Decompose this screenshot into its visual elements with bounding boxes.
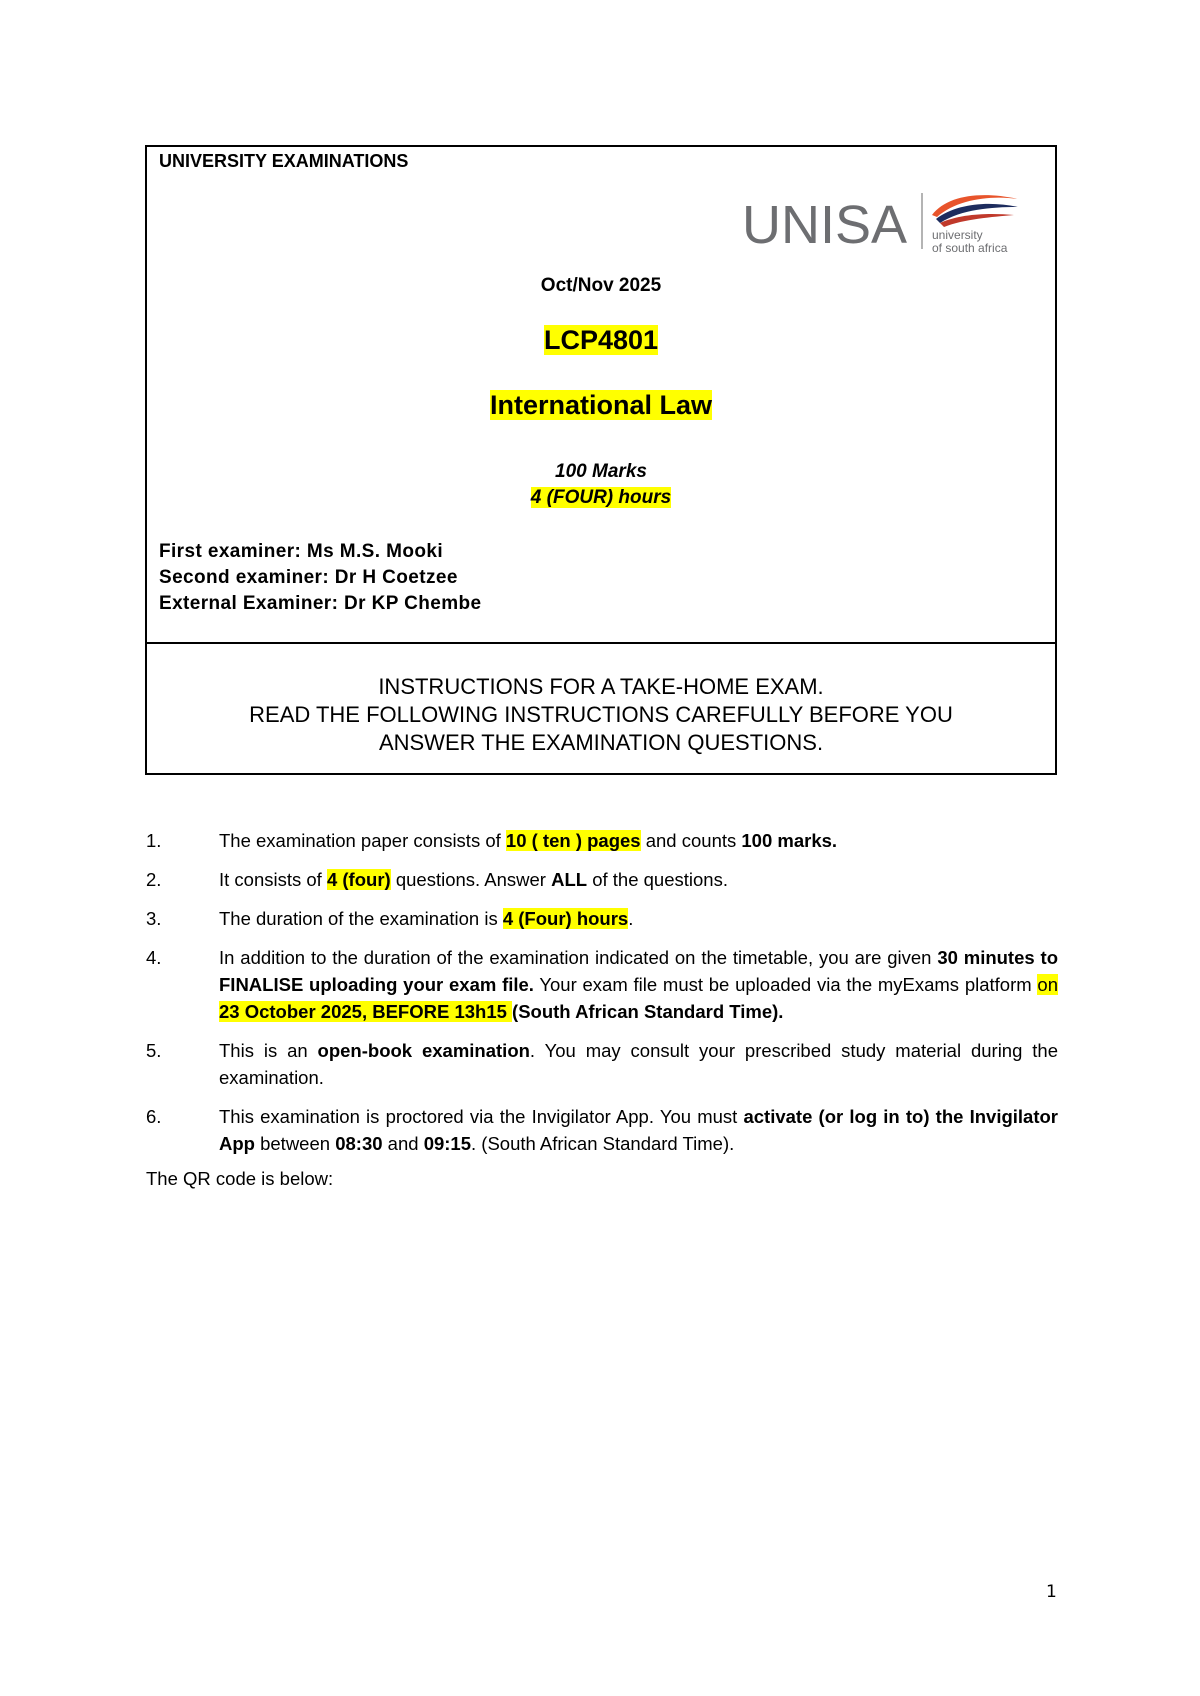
instruction-text: 23 October 2025, BEFORE 13h15 — [219, 1001, 513, 1022]
module-code: LCP4801 — [543, 325, 659, 355]
instruction-text: It consists of — [219, 869, 327, 890]
total-marks: 100 Marks — [555, 461, 647, 482]
instruction-text: . — [628, 908, 634, 929]
logo-tagline-1: university — [932, 228, 983, 242]
instruction-number: 2. — [146, 869, 162, 890]
instruction-text: 09:15 — [423, 1133, 472, 1154]
instruction-number: 6. — [146, 1106, 162, 1127]
instruction-text: 10 ( ten ) pages — [505, 830, 641, 851]
instruction-text: . You may consult your prescribed study material during the examination. — [219, 1040, 1058, 1088]
instruction-item — [146, 1037, 1058, 1091]
instruction-text: of the questions. — [587, 869, 728, 890]
instruction-text: This examination is proctored via the Invigilator App. You must — [219, 1106, 744, 1127]
qr-code-note: The QR code is below: — [146, 1168, 334, 1189]
instruction-item — [146, 827, 1058, 854]
instruction-text: ALL — [551, 869, 588, 890]
instruction-number: 3. — [146, 908, 162, 929]
instruction-text: on — [1037, 974, 1058, 995]
instruction-text: The examination paper consists of — [219, 830, 506, 851]
instruction-number: 1. — [146, 830, 162, 851]
instruction-number: 4. — [146, 947, 162, 968]
instruction-text: Your exam file must be uploaded via the myExams platform — [533, 974, 1038, 995]
instruction-text: In addition to the duration of the examination indicated on the timetable, you are given — [219, 947, 938, 968]
instruction-text: . (South African Standard Time). — [471, 1133, 735, 1154]
logo-wordmark: UNISA — [742, 195, 908, 255]
unisa-logo — [742, 185, 1042, 257]
instruction-text: open-book examination — [317, 1040, 530, 1061]
examiners-list — [159, 539, 482, 617]
exam-cover-box — [145, 145, 1057, 775]
instruction-text: The duration of the examination is — [219, 908, 503, 929]
instruction-text: 30 minutes to FINALISE uploading your exam file. — [219, 947, 1058, 995]
exam-type-label: UNIVERSITY EXAMINATIONS — [159, 151, 409, 171]
instruction-text: 08:30 — [335, 1133, 383, 1154]
instruction-text: 100 marks. — [741, 830, 838, 851]
box-divider — [147, 642, 1055, 644]
instruction-text: (South African Standard Time). — [512, 1001, 784, 1022]
instructions-banner-line: INSTRUCTIONS FOR A TAKE-HOME EXAM. — [378, 674, 824, 699]
instruction-item — [146, 1103, 1058, 1157]
marks-duration — [147, 459, 1055, 511]
logo-tagline-2: of south africa — [932, 241, 1008, 255]
instruction-text: between — [254, 1133, 336, 1154]
first-examiner: First examiner: Ms M.S. Mooki — [159, 541, 443, 562]
instruction-text: 4 (Four) hours — [502, 908, 629, 929]
exam-session: Oct/Nov 2025 — [540, 275, 662, 296]
second-examiner: Second examiner: Dr H Coetzee — [159, 567, 458, 588]
instruction-number: 5. — [146, 1040, 162, 1061]
instruction-item — [146, 866, 1058, 893]
exam-duration: 4 (FOUR) hours — [530, 487, 672, 508]
external-examiner: External Examiner: Dr KP Chembe — [159, 593, 482, 614]
instruction-text: This is an — [219, 1040, 318, 1061]
instruction-text: activate (or log in to) the Invigilator App — [219, 1106, 1059, 1154]
instruction-item — [146, 944, 1058, 1025]
instruction-text: questions. Answer — [390, 869, 552, 890]
instructions-list — [146, 827, 1058, 1169]
instruction-text: 4 (four) — [326, 869, 391, 890]
instruction-text: and counts — [640, 830, 742, 851]
instructions-banner-line: READ THE FOLLOWING INSTRUCTIONS CAREFULLY BEFORE YOU — [249, 702, 953, 727]
page-number: 1 — [1046, 1582, 1057, 1602]
module-name: International Law — [489, 390, 713, 420]
instruction-text: and — [382, 1133, 424, 1154]
instructions-banner-line: ANSWER THE EXAMINATION QUESTIONS. — [378, 730, 824, 755]
instruction-item — [146, 905, 1058, 932]
instructions-banner — [147, 673, 1055, 757]
